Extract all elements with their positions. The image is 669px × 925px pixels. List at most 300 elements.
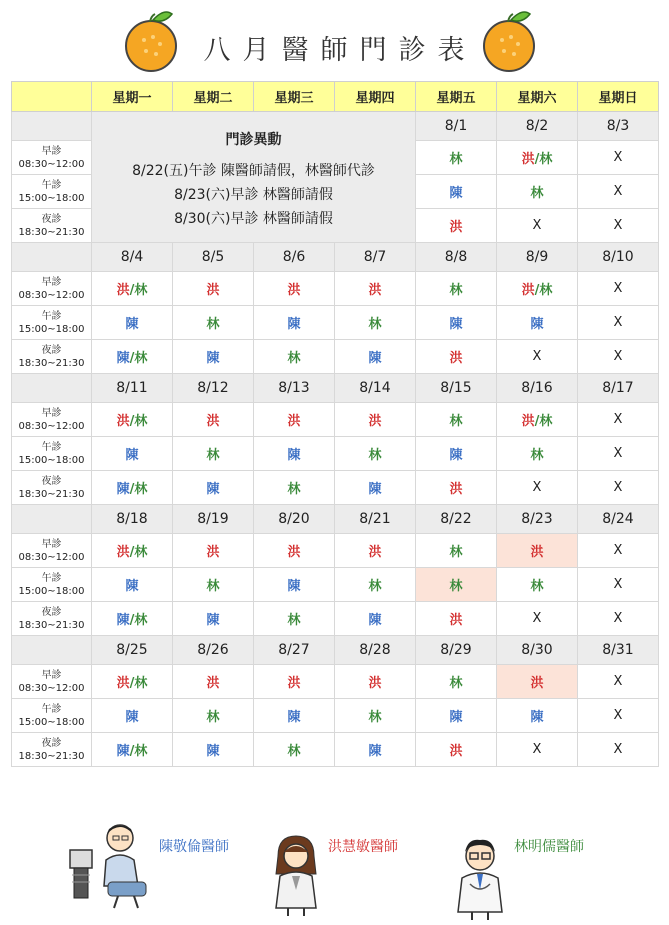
orange-icon [120,6,182,74]
doctor-code: X [613,412,623,427]
doctor-code: 陳 [287,448,301,463]
slot-name: 早診 [41,145,62,157]
slot-time: 18:30~21:30 [18,357,85,369]
schedule-cell [254,699,335,733]
schedule-cell [173,665,254,699]
slot-label [12,534,92,568]
slot-name: 早診 [41,538,62,550]
schedule-cell [416,699,497,733]
doctor-code: X [532,349,542,364]
doctor-code: 林 [206,448,220,463]
schedule-cell [497,272,578,306]
schedule-cell [497,733,578,767]
schedule-cell [92,471,173,505]
schedule-cell [578,602,659,636]
date-cell: 8/12 [173,374,254,403]
date-cell: 8/27 [254,636,335,665]
weekday-header: 星期五 [416,82,497,112]
slot-name: 夜診 [41,737,62,749]
slot-label [12,437,92,471]
doctor-code: 洪 [368,283,382,298]
schedule-cell [254,272,335,306]
schedule-cell [173,437,254,471]
doctor-code: 林 [287,613,301,628]
schedule-cell [173,272,254,306]
doctor-code: 陳 [530,710,544,725]
date-cell: 8/20 [254,505,335,534]
schedule-cell [335,665,416,699]
doctor-code: X [532,742,542,757]
doctor-code: 林 [539,283,553,298]
slot-row [12,733,659,767]
date-cell: 8/13 [254,374,335,403]
schedule-cell [578,141,659,175]
schedule-cell [92,306,173,340]
schedule-cell [497,340,578,374]
doctor-code: X [613,708,623,723]
doctor-code: 洪 [449,220,463,235]
doctor-code: 洪 [287,283,301,298]
doctor-code: 陳 [449,448,463,463]
date-cell: 8/21 [335,505,416,534]
schedule-cell [254,568,335,602]
slot-label [12,568,92,602]
schedule-cell [497,665,578,699]
slot-label [12,306,92,340]
doctor-code: 林 [539,152,553,167]
date-cell: 8/23 [497,505,578,534]
doctor-code: X [613,543,623,558]
weekday-header: 星期六 [497,82,578,112]
date-cell: 8/16 [497,374,578,403]
date-cell: 8/9 [497,243,578,272]
schedule-cell [173,733,254,767]
date-row [12,374,659,403]
schedule-cell [254,602,335,636]
slot-label [12,272,92,306]
date-cell: 8/3 [578,112,659,141]
schedule-cell [92,340,173,374]
schedule-cell [578,699,659,733]
date-row-label [12,636,92,665]
slot-label [12,403,92,437]
doctor-code: 林 [134,351,148,366]
slot-row [12,665,659,699]
schedule-cell [254,437,335,471]
schedule-cell [497,602,578,636]
schedule-cell [578,733,659,767]
slot-label [12,665,92,699]
doctor-code: 林 [134,613,148,628]
doctor-code: 林 [134,744,148,759]
date-row-label [12,505,92,534]
slot-label [12,209,92,243]
date-row-label [12,243,92,272]
schedule-cell [335,602,416,636]
schedule-cell [578,437,659,471]
schedule-cell [254,534,335,568]
doctor-code: 洪 [116,414,130,429]
schedule-cell [416,340,497,374]
schedule-cell [335,733,416,767]
date-row [12,243,659,272]
slot-row [12,534,659,568]
slot-name: 早診 [41,669,62,681]
doctor-code: 林 [368,317,382,332]
doctor-code: 林 [134,676,148,691]
doctor-code: 林 [134,283,148,298]
schedule-cell [497,141,578,175]
schedule-cell [254,403,335,437]
schedule-cell [416,175,497,209]
schedule-cell [173,340,254,374]
doctor-code: 洪 [521,283,535,298]
schedule-cell [335,534,416,568]
slot-name: 午診 [41,572,62,584]
separator: / [534,152,540,167]
slot-name: 午診 [41,179,62,191]
slot-time: 15:00~18:00 [18,716,85,728]
doctor-code: 林 [134,414,148,429]
schedule-cell [416,437,497,471]
doctor-code: 林 [134,545,148,560]
slot-time: 18:30~21:30 [18,226,85,238]
doctor-code: 洪 [206,545,220,560]
doctor-code: 洪 [287,414,301,429]
schedule-cell [497,437,578,471]
doctor-code: X [532,480,542,495]
doctor-code: 洪 [116,676,130,691]
header [0,0,669,80]
date-cell: 8/30 [497,636,578,665]
separator: / [129,613,135,628]
slot-time: 08:30~12:00 [18,551,85,563]
doctor-code: 林 [539,414,553,429]
schedule-cell [497,699,578,733]
doctor-code: 陳 [206,613,220,628]
date-cell: 8/17 [578,374,659,403]
doctor-code: 陳 [125,317,139,332]
slot-time: 15:00~18:00 [18,323,85,335]
schedule-cell [416,665,497,699]
date-cell: 8/14 [335,374,416,403]
schedule-cell [335,437,416,471]
doctor-code: 林 [287,744,301,759]
schedule-cell [416,272,497,306]
date-cell: 8/7 [335,243,416,272]
slot-row [12,272,659,306]
schedule-cell [335,699,416,733]
doctor-code: X [532,611,542,626]
schedule-cell [92,602,173,636]
schedule-notice [92,112,416,243]
weekday-header: 星期三 [254,82,335,112]
doctor-code: 洪 [449,744,463,759]
doctor-code: 林 [206,579,220,594]
schedule-cell [173,568,254,602]
doctor-code: X [613,611,623,626]
doctor-code: 林 [206,317,220,332]
schedule-cell [254,340,335,374]
date-cell: 8/28 [335,636,416,665]
schedule-cell [92,733,173,767]
schedule-cell [335,340,416,374]
schedule-cell [92,699,173,733]
slot-row [12,602,659,636]
schedule-cell [335,568,416,602]
doctor-code: 陳 [125,710,139,725]
slot-row [12,437,659,471]
separator: / [129,545,135,560]
date-cell: 8/31 [578,636,659,665]
date-row [12,505,659,534]
doctor-hong-icon [268,834,324,916]
doctor-code: 陳 [449,317,463,332]
doctor-code: 陳 [287,317,301,332]
schedule-cell [497,306,578,340]
doctor-code: X [613,674,623,689]
doctor-code: X [613,218,623,233]
date-cell: 8/24 [578,505,659,534]
schedule-cell [173,403,254,437]
doctor-code: 陳 [116,613,130,628]
slot-row [12,403,659,437]
doctor-code: 林 [449,676,463,691]
doctor-code: 陳 [116,351,130,366]
schedule-cell [254,306,335,340]
schedule-cell [254,733,335,767]
notice-title: 門診異動 [225,132,282,148]
doctor-code: 林 [368,448,382,463]
schedule-table [11,81,659,767]
doctor-code: 洪 [368,545,382,560]
doctor-code: X [613,184,623,199]
slot-time: 08:30~12:00 [18,420,85,432]
slot-name: 午診 [41,310,62,322]
doctor-code: 洪 [206,676,220,691]
schedule-cell [173,602,254,636]
doctor-code: 洪 [206,283,220,298]
schedule-cell [335,471,416,505]
doctor-code: 陳 [206,351,220,366]
doctor-code: 林 [134,482,148,497]
doctor-code: X [613,281,623,296]
schedule-cell [578,306,659,340]
doctor-code: 洪 [116,545,130,560]
schedule-cell [497,175,578,209]
schedule-cell [416,733,497,767]
separator: / [129,482,135,497]
doctor-code: X [613,480,623,495]
notice-line: 8/23(六)早診 林醫師請假 [174,187,333,203]
doctor-code: X [613,446,623,461]
schedule-cell [416,534,497,568]
separator: / [129,414,135,429]
slot-label [12,471,92,505]
slot-label [12,340,92,374]
separator: / [129,283,135,298]
date-cell: 8/8 [416,243,497,272]
slot-label [12,141,92,175]
doctor-code: 陳 [368,482,382,497]
doctor-code: 陳 [116,744,130,759]
doctor-code: 洪 [368,414,382,429]
schedule-cell [497,403,578,437]
notice-line: 8/22(五)午診 陳醫師請假，林醫師代診 [132,163,375,179]
date-cell: 8/10 [578,243,659,272]
schedule-cell [173,471,254,505]
doctor-code: 洪 [521,152,535,167]
doctor-code: 洪 [521,414,535,429]
date-cell: 8/25 [92,636,173,665]
schedule-cell [416,568,497,602]
date-cell: 8/29 [416,636,497,665]
weekday-header: 星期四 [335,82,416,112]
doctor-code: 陳 [287,579,301,594]
doctor-code: 陳 [368,351,382,366]
slot-name: 早診 [41,276,62,288]
schedule-cell [335,403,416,437]
separator: / [534,414,540,429]
doctor-code: 洪 [449,351,463,366]
date-cell: 8/6 [254,243,335,272]
doctor-code: X [613,349,623,364]
doctor-code: X [532,218,542,233]
weekday-header: 星期二 [173,82,254,112]
doctor-code: 林 [449,414,463,429]
slot-time: 18:30~21:30 [18,619,85,631]
doctor-code: 陳 [530,317,544,332]
doctor-code: 林 [449,579,463,594]
doctor-code: X [613,150,623,165]
schedule-cell [578,568,659,602]
doctor-code: 陳 [116,482,130,497]
date-cell: 8/22 [416,505,497,534]
slot-time: 18:30~21:30 [18,750,85,762]
date-cell: 8/2 [497,112,578,141]
doctor-code: 陳 [206,744,220,759]
schedule-cell [92,665,173,699]
doctor-code: 洪 [530,545,544,560]
slot-time: 08:30~12:00 [18,682,85,694]
schedule-cell [578,209,659,243]
date-cell: 8/26 [173,636,254,665]
slot-name: 夜診 [41,344,62,356]
slot-label [12,175,92,209]
separator: / [129,351,135,366]
doctor-code: X [613,742,623,757]
doctor-code: 陳 [368,613,382,628]
schedule-cell [92,568,173,602]
schedule-cell [416,403,497,437]
slot-time: 18:30~21:30 [18,488,85,500]
date-row [12,636,659,665]
schedule-cell [173,699,254,733]
schedule-cell [335,272,416,306]
date-cell: 8/15 [416,374,497,403]
doctor-code: 洪 [287,676,301,691]
doctor-code: 洪 [530,676,544,691]
doctor-chen-name: 陳敬倫醫師 [159,839,229,855]
date-cell: 8/11 [92,374,173,403]
doctor-chen-icon [68,820,158,910]
date-cell: 8/19 [173,505,254,534]
schedule-cell [92,403,173,437]
slot-name: 夜診 [41,475,62,487]
doctor-code: 林 [449,152,463,167]
doctor-code: 陳 [125,579,139,594]
slot-time: 08:30~12:00 [18,289,85,301]
schedule-cell [416,209,497,243]
schedule-cell [173,306,254,340]
doctor-code: 陳 [206,482,220,497]
slot-row [12,699,659,733]
schedule-cell [416,602,497,636]
slot-label [12,602,92,636]
doctor-code: 洪 [287,545,301,560]
doctor-code: 林 [530,579,544,594]
doctor-code: 林 [368,710,382,725]
slot-row [12,340,659,374]
schedule-cell [497,209,578,243]
doctor-lin-name: 林明儒醫師 [514,839,584,855]
schedule-cell [254,665,335,699]
page-title: 八月醫師門診表 [203,35,477,66]
schedule-cell [497,568,578,602]
orange-icon [478,6,540,74]
separator: / [129,744,135,759]
doctor-code: X [613,577,623,592]
doctor-code: 林 [449,545,463,560]
slot-row [12,471,659,505]
date-row-label [12,112,92,141]
schedule-cell [578,534,659,568]
slot-row [12,306,659,340]
schedule-cell [578,272,659,306]
doctor-code: 陳 [449,710,463,725]
date-cell: 8/5 [173,243,254,272]
doctor-code: 洪 [449,613,463,628]
doctor-code: 洪 [206,414,220,429]
schedule-cell [416,471,497,505]
slot-row [12,568,659,602]
schedule-cell [173,534,254,568]
schedule-cell [497,471,578,505]
slot-label [12,699,92,733]
slot-name: 夜診 [41,606,62,618]
doctor-code: 洪 [449,482,463,497]
doctor-code: 洪 [368,676,382,691]
doctor-code: 林 [530,448,544,463]
doctor-code: 陳 [287,710,301,725]
weekday-header: 星期日 [578,82,659,112]
doctor-code: 林 [287,482,301,497]
doctor-code: 林 [206,710,220,725]
slot-name: 午診 [41,441,62,453]
schedule-cell [92,437,173,471]
doctor-lin-icon [452,836,508,920]
doctor-code: 陳 [368,744,382,759]
schedule-cell [254,471,335,505]
schedule-cell [92,534,173,568]
date-cell: 8/4 [92,243,173,272]
separator: / [534,283,540,298]
doctor-code: 林 [368,579,382,594]
weekday-header-row [12,82,659,112]
doctor-code: 林 [449,283,463,298]
slot-label [12,733,92,767]
doctor-code: 林 [530,186,544,201]
